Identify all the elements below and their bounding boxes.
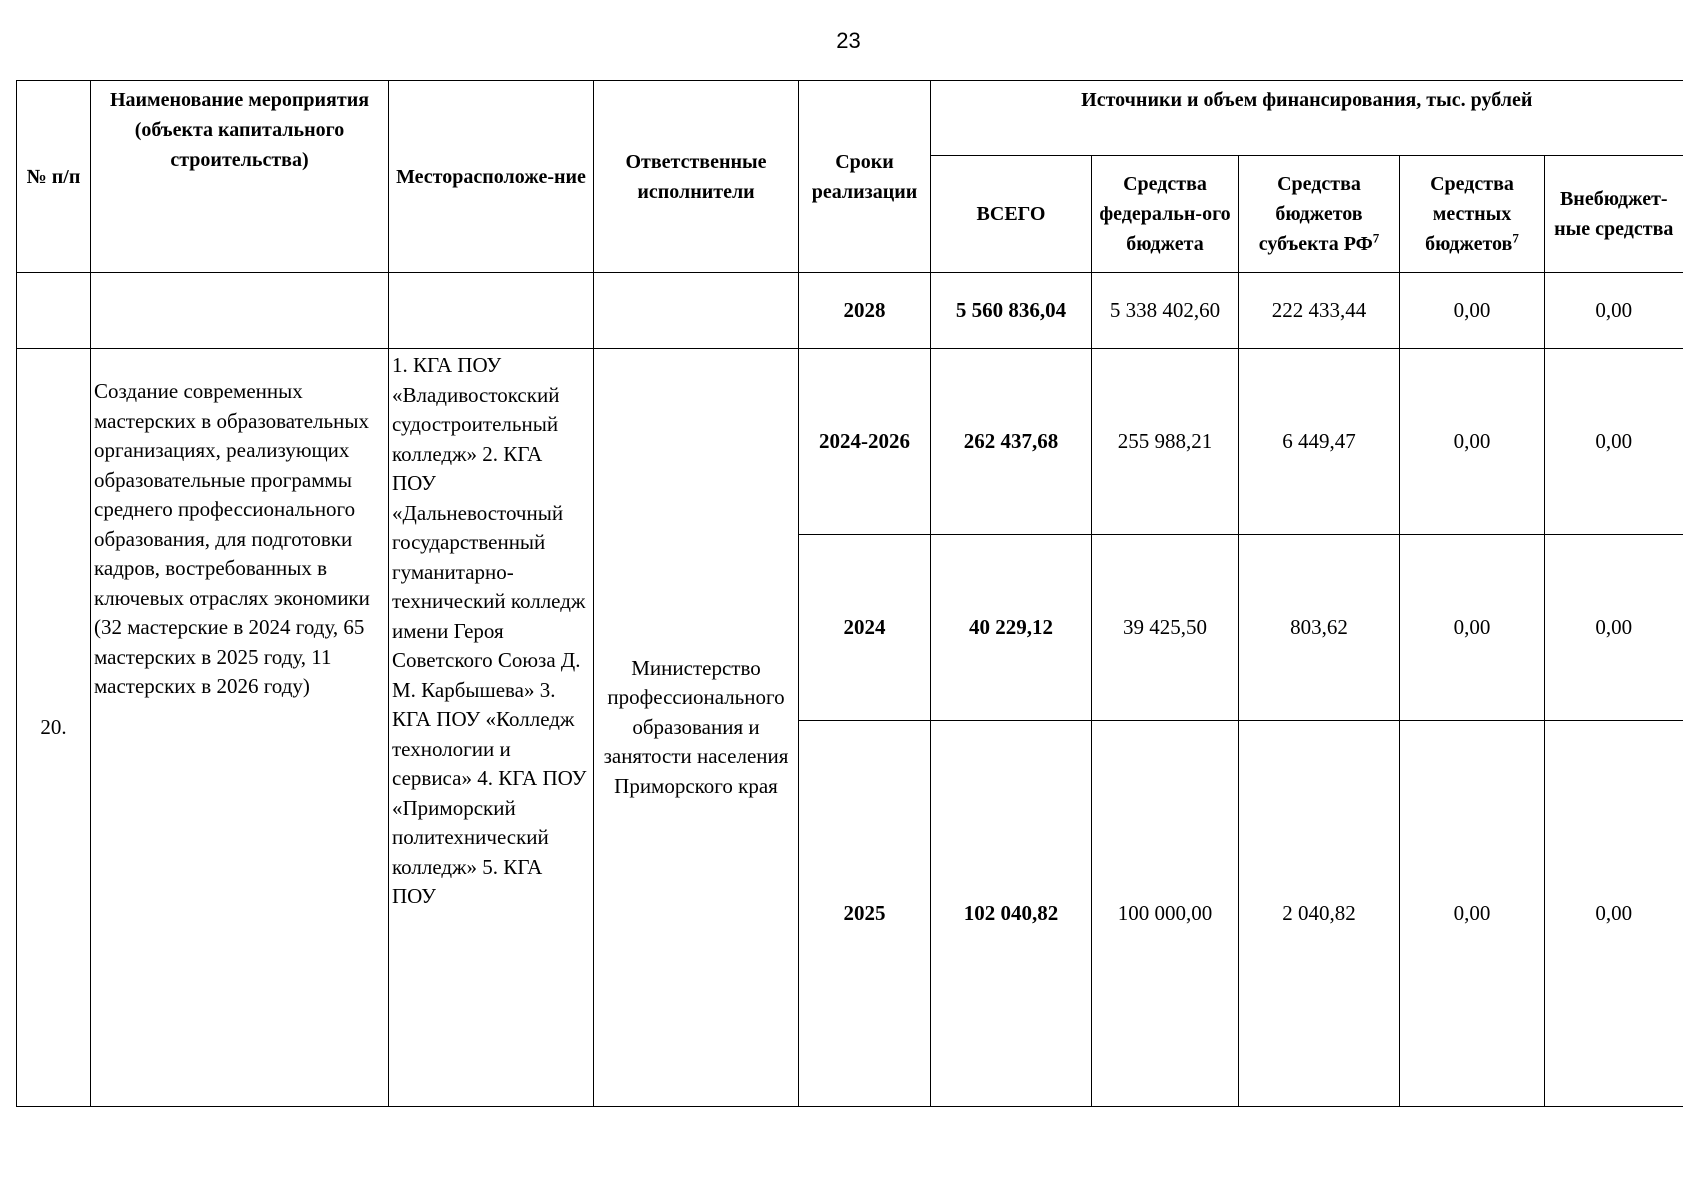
prev-name-cell [91,273,389,349]
prev-subject: 222 433,44 [1239,273,1400,349]
table-row [17,349,1683,535]
row-extra: 0,00 [1545,535,1683,721]
row-year: 2024-2026 [799,349,931,535]
prev-extra: 0,00 [1545,273,1683,349]
page-number: 23 [836,28,861,53]
prev-location-cell [389,273,594,349]
row-local: 0,00 [1400,535,1545,721]
row-extra: 0,00 [1545,721,1683,1107]
table-row [17,273,1683,349]
item-executor: Министерство профессионального образования и занятости населения Приморского края [594,349,799,1107]
prev-total: 5 560 836,04 [931,273,1092,349]
row-federal: 39 425,50 [1092,535,1239,721]
row-subject: 2 040,82 [1239,721,1400,1107]
header-total: ВСЕГО [931,156,1092,273]
header-extra: Внебюджет-ные средства [1545,156,1683,273]
header-name: Наименование мероприятия (объекта капитального строительства) [91,81,389,273]
row-total: 40 229,12 [931,535,1092,721]
prev-local: 0,00 [1400,273,1545,349]
header-subject [1239,156,1400,273]
item-number: 20. [17,349,91,1107]
header-financing: Источники и объем финансирования, тыс. рублей [931,81,1683,156]
header-local-label: Средства местных бюджетов [1425,173,1514,255]
header-executors: Ответственные исполнители [594,81,799,273]
row-total: 262 437,68 [931,349,1092,535]
row-total: 102 040,82 [931,721,1092,1107]
financing-table [16,80,1683,1107]
row-subject: 6 449,47 [1239,349,1400,535]
header-subject-label: Средства бюджетов субъекта РФ [1258,173,1373,255]
row-local: 0,00 [1400,349,1545,535]
prev-federal: 5 338 402,60 [1092,273,1239,349]
header-location: Месторасположе-ние [389,81,594,273]
row-year: 2024 [799,535,931,721]
item-location-cell [389,349,594,1107]
prev-year: 2028 [799,273,931,349]
item-name: Создание современных мастерских в образовательных организациях, реализующих образовательные программы среднего профессионального образования, для подготовки кадров, востребованных в ключевых отраслях экономики (32 мастерские в 2024 году, 65 мастерских в 2025 году, 11 мастерских в 2026 году) [94,379,370,698]
header-terms: Сроки реализации [799,81,931,273]
item-location: 1. КГА ПОУ «Владивостокский судостроительный колледж» 2. КГА ПОУ «Дальневосточный государственный гуманитарно-технический колледж имени Героя Советского Союза Д. М. Карбышева» 3. КГА ПОУ «Колледж технологии и сервиса» 4. КГА ПОУ «Приморский политехнический колледж» 5. КГА ПОУ [392,353,587,908]
row-federal: 100 000,00 [1092,721,1239,1107]
row-federal: 255 988,21 [1092,349,1239,535]
header-federal: Средства федеральн-ого бюджета [1092,156,1239,273]
header-no: № п/п [17,81,91,273]
row-year: 2025 [799,721,931,1107]
row-extra: 0,00 [1545,349,1683,535]
prev-no-cell [17,273,91,349]
prev-executor-cell [594,273,799,349]
footnote-mark: 7 [1512,230,1519,246]
header-local [1400,156,1545,273]
footnote-mark: 7 [1372,230,1380,246]
row-local: 0,00 [1400,721,1545,1107]
item-name-cell [91,349,389,1107]
row-subject: 803,62 [1239,535,1400,721]
